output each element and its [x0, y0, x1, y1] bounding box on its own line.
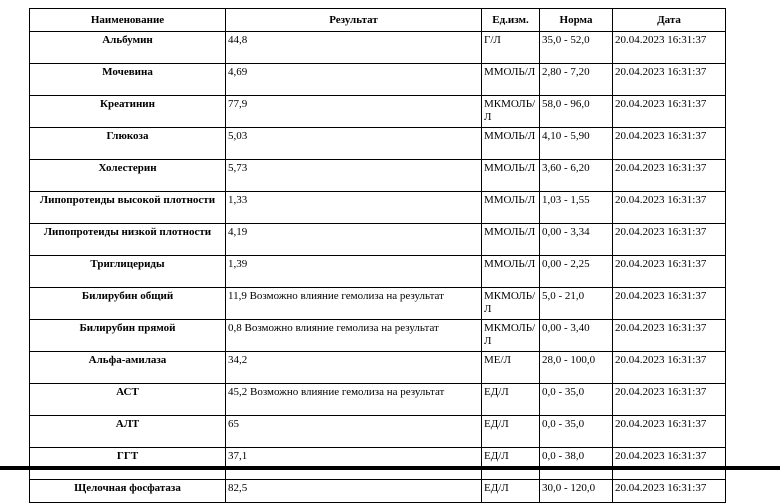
test-name: Липопротеиды высокой плотности	[30, 192, 226, 224]
table-body	[30, 32, 726, 503]
test-name: АЛТ	[30, 416, 226, 448]
test-result: 44,8	[226, 32, 482, 64]
test-unit: ММОЛЬ/Л	[482, 160, 540, 192]
test-date: 20.04.2023 16:31:37	[613, 256, 726, 288]
bottom-divider	[0, 466, 780, 470]
test-name: АСТ	[30, 384, 226, 416]
test-date: 20.04.2023 16:31:37	[613, 192, 726, 224]
test-norm: 0,0 - 35,0	[540, 384, 613, 416]
header-name: Наименование	[30, 9, 226, 32]
test-result: 5,73	[226, 160, 482, 192]
test-name: Липопротеиды низкой плотности	[30, 224, 226, 256]
test-date: 20.04.2023 16:31:37	[613, 480, 726, 503]
test-norm: 3,60 - 6,20	[540, 160, 613, 192]
table-row	[30, 448, 726, 480]
test-norm: 5,0 - 21,0	[540, 288, 613, 320]
table-header-row	[30, 9, 726, 32]
test-norm: 0,00 - 2,25	[540, 256, 613, 288]
test-date: 20.04.2023 16:31:37	[613, 384, 726, 416]
table-row	[30, 32, 726, 64]
table-row	[30, 192, 726, 224]
test-date: 20.04.2023 16:31:37	[613, 32, 726, 64]
test-unit: ЕД/Л	[482, 448, 540, 480]
test-result: 4,19	[226, 224, 482, 256]
test-norm: 35,0 - 52,0	[540, 32, 613, 64]
test-date: 20.04.2023 16:31:37	[613, 320, 726, 352]
test-norm: 58,0 - 96,0	[540, 96, 613, 128]
table-row	[30, 384, 726, 416]
table-row	[30, 96, 726, 128]
test-norm: 0,00 - 3,40	[540, 320, 613, 352]
test-result: 77,9	[226, 96, 482, 128]
table-row	[30, 160, 726, 192]
test-name: ГГТ	[30, 448, 226, 480]
test-result: 5,03	[226, 128, 482, 160]
table-row	[30, 480, 726, 503]
table-row	[30, 320, 726, 352]
test-date: 20.04.2023 16:31:37	[613, 128, 726, 160]
test-name: Альбумин	[30, 32, 226, 64]
header-norm: Норма	[540, 9, 613, 32]
table-row	[30, 416, 726, 448]
table-row	[30, 352, 726, 384]
test-unit: ММОЛЬ/Л	[482, 224, 540, 256]
test-unit: МКМОЛЬ/Л	[482, 288, 540, 320]
test-norm: 0,0 - 38,0	[540, 448, 613, 480]
test-date: 20.04.2023 16:31:37	[613, 288, 726, 320]
test-name: Мочевина	[30, 64, 226, 96]
test-unit: ЕД/Л	[482, 384, 540, 416]
test-unit: МКМОЛЬ/Л	[482, 96, 540, 128]
test-name: Билирубин общий	[30, 288, 226, 320]
header-unit: Ед.изм.	[482, 9, 540, 32]
test-unit: МЕ/Л	[482, 352, 540, 384]
test-norm: 2,80 - 7,20	[540, 64, 613, 96]
test-norm: 28,0 - 100,0	[540, 352, 613, 384]
test-result: 4,69	[226, 64, 482, 96]
test-unit: ММОЛЬ/Л	[482, 256, 540, 288]
test-norm: 4,10 - 5,90	[540, 128, 613, 160]
test-unit: Г/Л	[482, 32, 540, 64]
test-name: Холестерин	[30, 160, 226, 192]
test-name: Глюкоза	[30, 128, 226, 160]
test-unit: ММОЛЬ/Л	[482, 128, 540, 160]
test-name: Альфа-амилаза	[30, 352, 226, 384]
header-date: Дата	[613, 9, 726, 32]
test-result: 11,9 Возможно влияние гемолиза на результат	[226, 288, 482, 320]
test-norm: 30,0 - 120,0	[540, 480, 613, 503]
table-row	[30, 64, 726, 96]
table-row	[30, 128, 726, 160]
test-unit: ММОЛЬ/Л	[482, 192, 540, 224]
test-result: 1,39	[226, 256, 482, 288]
test-result: 37,1	[226, 448, 482, 480]
test-unit: ЕД/Л	[482, 416, 540, 448]
test-date: 20.04.2023 16:31:37	[613, 416, 726, 448]
test-date: 20.04.2023 16:31:37	[613, 160, 726, 192]
test-norm: 0,00 - 3,34	[540, 224, 613, 256]
header-result: Результат	[226, 9, 482, 32]
test-result: 34,2	[226, 352, 482, 384]
test-name: Триглицериды	[30, 256, 226, 288]
lab-results-table	[29, 8, 726, 503]
test-norm: 1,03 - 1,55	[540, 192, 613, 224]
test-name: Билирубин прямой	[30, 320, 226, 352]
test-date: 20.04.2023 16:31:37	[613, 352, 726, 384]
test-date: 20.04.2023 16:31:37	[613, 448, 726, 480]
test-name: Щелочная фосфатаза	[30, 480, 226, 503]
test-result: 82,5	[226, 480, 482, 503]
test-result: 1,33	[226, 192, 482, 224]
table-row	[30, 224, 726, 256]
table-row	[30, 256, 726, 288]
test-result: 0,8 Возможно влияние гемолиза на результат	[226, 320, 482, 352]
test-date: 20.04.2023 16:31:37	[613, 96, 726, 128]
test-date: 20.04.2023 16:31:37	[613, 64, 726, 96]
test-unit: МКМОЛЬ/Л	[482, 320, 540, 352]
test-norm: 0,0 - 35,0	[540, 416, 613, 448]
test-result: 65	[226, 416, 482, 448]
test-result: 45,2 Возможно влияние гемолиза на результат	[226, 384, 482, 416]
table-row	[30, 288, 726, 320]
test-unit: ЕД/Л	[482, 480, 540, 503]
test-unit: ММОЛЬ/Л	[482, 64, 540, 96]
test-date: 20.04.2023 16:31:37	[613, 224, 726, 256]
test-name: Креатинин	[30, 96, 226, 128]
